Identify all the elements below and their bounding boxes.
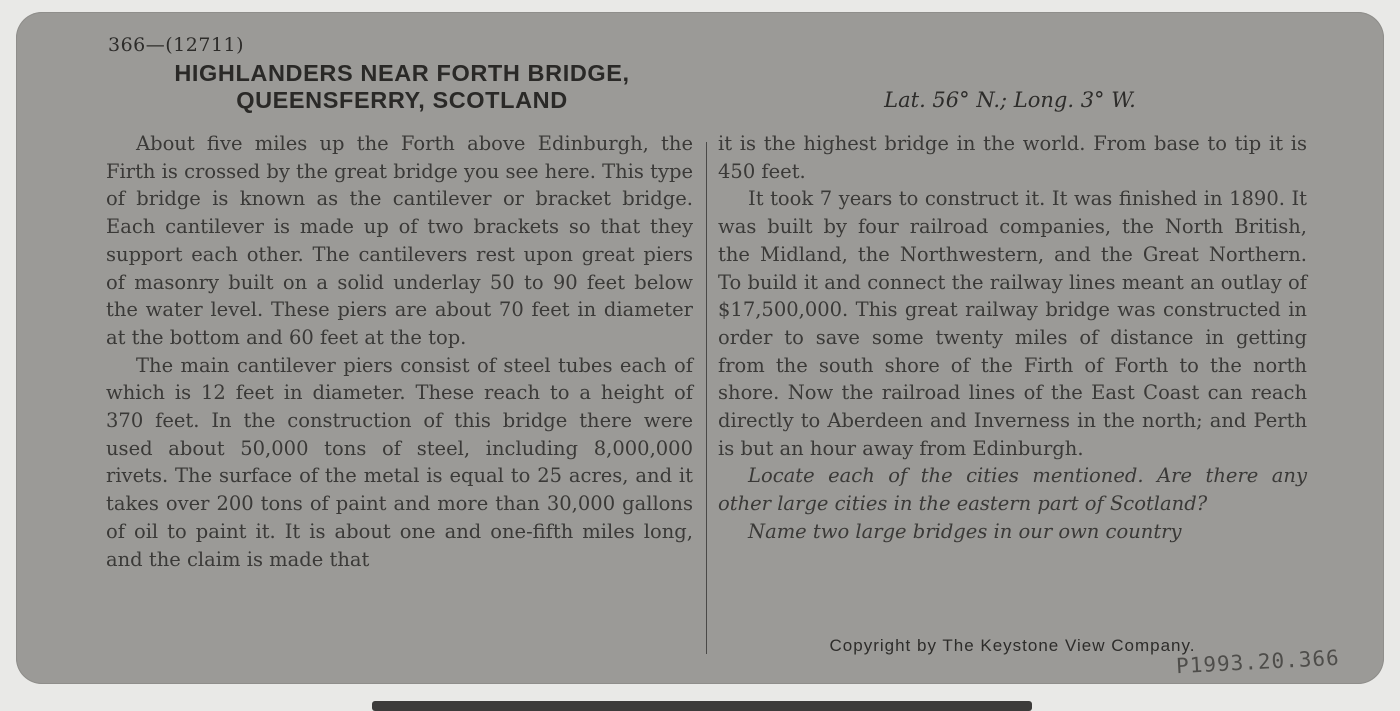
paragraph: About five miles up the Forth above Edinburgh, the Firth is crossed by the great bridge you see here. This type of bridge is known as the cantilever or bracket bridge. Each cantilever is made up of two brackets so that they support each other. The cantilevers rest upon great piers of masonry built on a solid underlay 50 to 90 feet below the water level. These piers are about 70 feet in diameter at the bottom and 60 feet at the top. [106,132,693,349]
title-line-1: HIGHLANDERS NEAR FORTH BRIDGE, [174,60,630,86]
accession-number: P1993.20.366 [1175,645,1341,679]
copyright-line: Copyright by The Keystone View Company. [829,636,1196,655]
question-paragraph: Locate each of the cities mentioned. Are there any other large cities in the eastern part of Scotland? [718,464,1307,516]
card-edge-strip [372,701,1032,711]
text-column-left [106,130,693,573]
text-column-right [718,130,1307,546]
catalog-number: 366—(12711) [108,34,245,56]
latitude-longitude: Lat. 56° N.; Long. 3° W. [884,88,1136,112]
paragraph: The main cantilever piers consist of steel tubes each of which is 12 feet in diameter. These reach to a height of 370 feet. In the construction of this bridge there were used about 50,000 tons of steel, including 8,000,000 rivets. The surface of the metal is equal to 25 acres, and it takes over 200 tons of paint and more than 30,000 gallons of oil to paint it. It is about one and one-fifth miles long, and the claim is made that [106,353,693,571]
card-title [102,60,702,114]
title-line-2: QUEENSFERRY, SCOTLAND [236,87,568,113]
question-paragraph: Name two large bridges in our own country [748,519,1182,543]
column-divider [706,142,707,654]
paragraph-continued: it is the highest bridge in the world. From base to tip it is 450 feet. [718,132,1307,183]
paragraph: It took 7 years to construct it. It was finished in 1890. It was built by four railroad companies, the North British, the Midland, the Northwestern, and the Great Northern. To build it and connect the railway lines meant an outlay of $17,500,000. This great railway bridge was constructed in order to save some twenty miles of distance in getting from the south shore of the Firth of Forth to the north shore. Now the railroad lines of the East Coast can reach directly to Aberdeen and Inverness in the north; and Perth is but an hour away from Edinburgh. [718,187,1307,460]
